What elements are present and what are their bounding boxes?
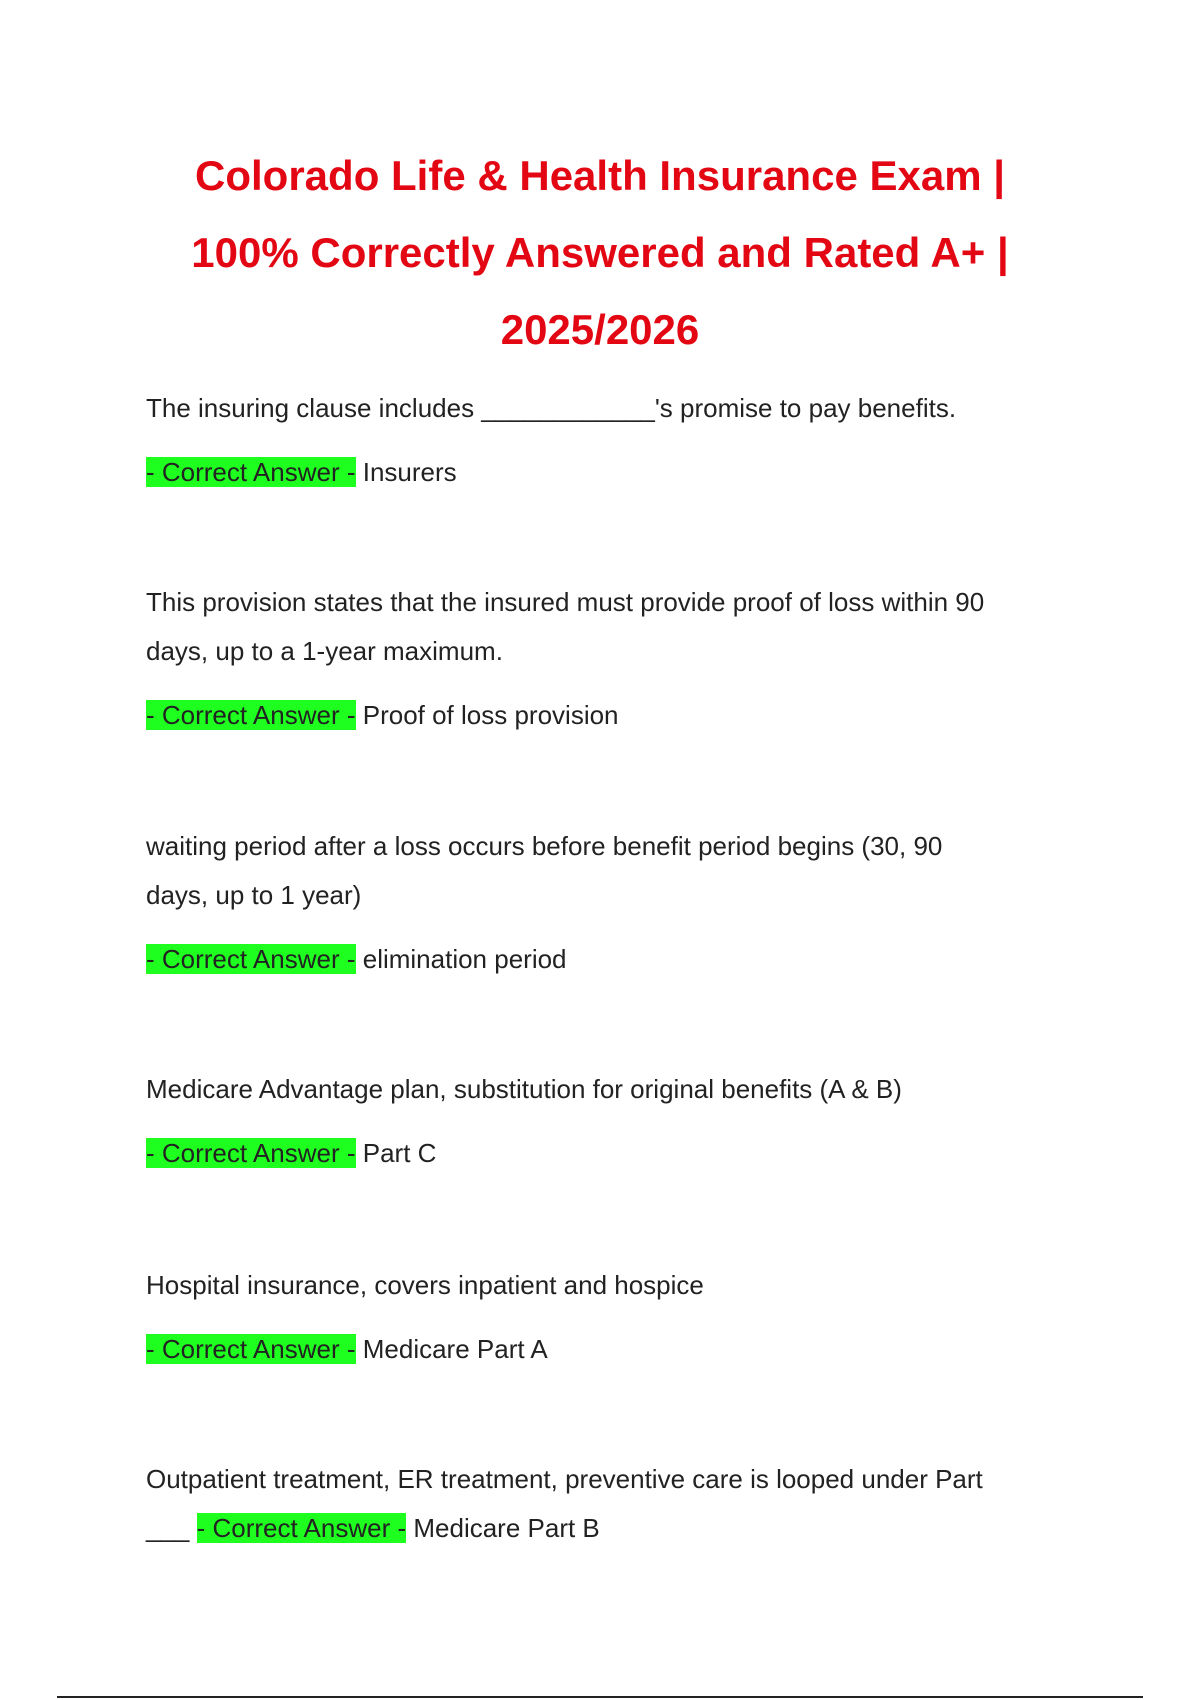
answer-text: Proof of loss provision (362, 700, 619, 730)
correct-answer-tag: - Correct Answer - (146, 944, 356, 974)
answer-line (146, 1129, 1076, 1178)
question-text-line-1: Outpatient treatment, ER treatment, preventive care is looped under Part (146, 1464, 983, 1494)
question-text-line-1: waiting period after a loss occurs before benefit period begins (30, 90 (146, 831, 943, 861)
answer-line (146, 691, 1076, 740)
qa-item-2 (146, 578, 1076, 740)
qa-item-3 (146, 822, 1076, 984)
question-text-line-2: days, up to a 1-year maximum. (146, 636, 503, 666)
qa-item-5 (146, 1261, 1076, 1374)
question-text-line-2: days, up to 1 year) (146, 880, 362, 910)
correct-answer-tag: - Correct Answer - (146, 1334, 356, 1364)
answer-text: Medicare Part B (413, 1513, 600, 1543)
question-text: Medicare Advantage plan, substitution for original benefits (A & B) (146, 1074, 902, 1104)
document-title (130, 137, 1070, 368)
answer-line (146, 448, 1076, 497)
title-line-1: Colorado Life & Health Insurance Exam | (195, 152, 1005, 199)
correct-answer-tag: - Correct Answer - (196, 1513, 407, 1543)
correct-answer-tag: - Correct Answer - (146, 457, 356, 487)
title-line-3: 2025/2026 (500, 306, 700, 353)
question-blank: ___ (146, 1513, 190, 1543)
answer-text: elimination period (362, 944, 567, 974)
question-text: The insuring clause includes ____________'s promise to pay benefits. (146, 393, 957, 423)
correct-answer-tag: - Correct Answer - (146, 1138, 356, 1168)
qa-item-1 (146, 384, 1076, 497)
title-line-2: 100% Correctly Answered and Rated A+ | (191, 229, 1009, 276)
answer-text: Insurers (362, 457, 457, 487)
answer-line (146, 1325, 1076, 1374)
answer-text: Medicare Part A (362, 1334, 548, 1364)
qa-item-6 (146, 1455, 1076, 1553)
correct-answer-tag: - Correct Answer - (146, 700, 356, 730)
footer-divider (57, 1696, 1143, 1698)
qa-item-4 (146, 1065, 1076, 1178)
answer-text: Part C (362, 1138, 437, 1168)
question-text-line-2 (146, 1504, 1076, 1553)
answer-line (146, 935, 1076, 984)
question-text-line-1: This provision states that the insured must provide proof of loss within 90 (146, 587, 985, 617)
question-text: Hospital insurance, covers inpatient and hospice (146, 1270, 704, 1300)
